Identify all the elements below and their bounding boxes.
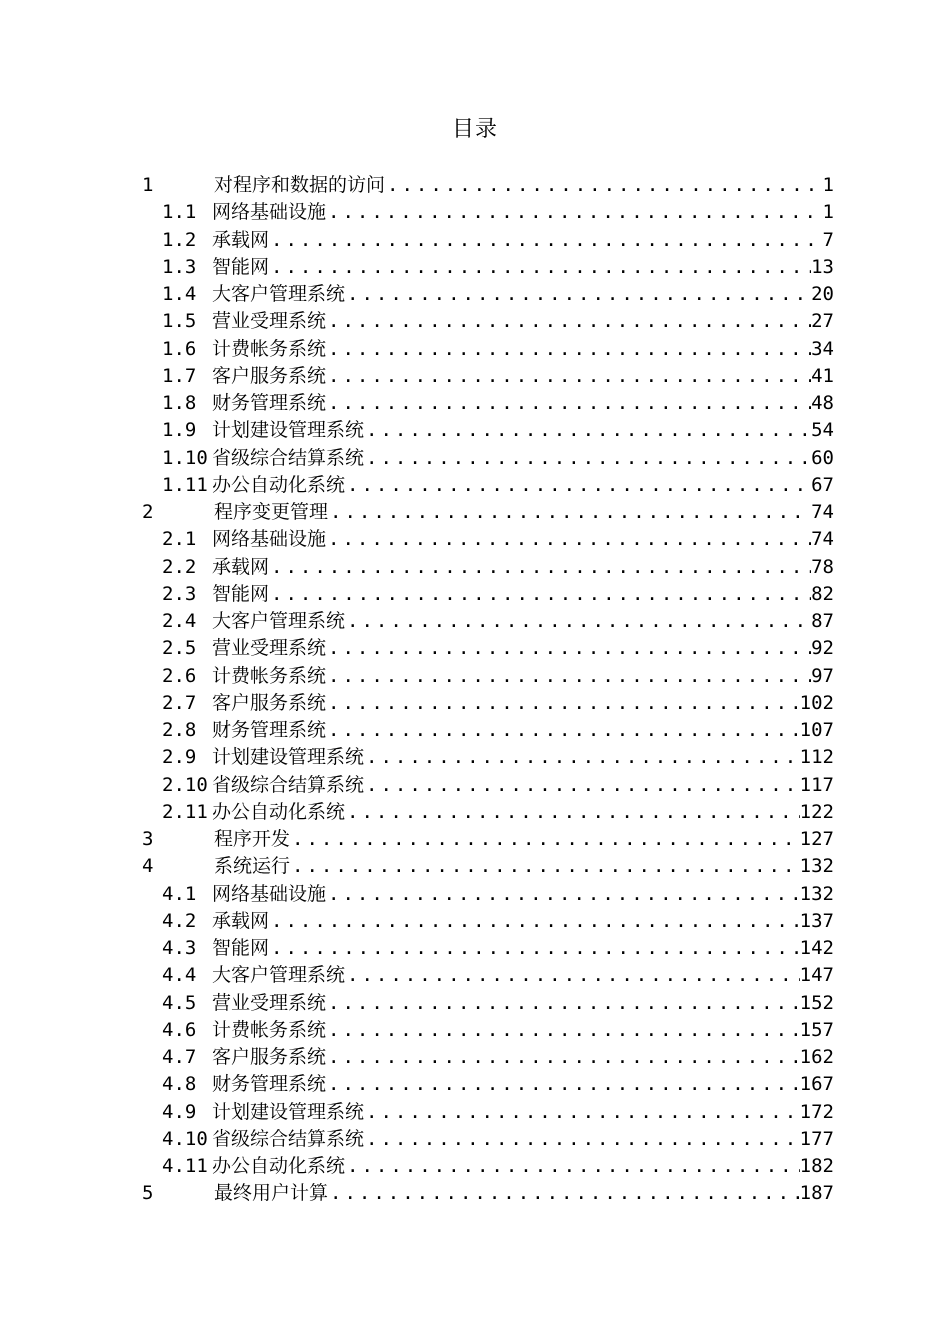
toc-entry-title: 办公自动化系统: [212, 1155, 346, 1177]
toc-dot-leader: [269, 908, 800, 935]
toc-entry-page: 132: [799, 855, 834, 878]
toc-entry[interactable]: [140, 554, 834, 581]
toc-entry-page: 92: [811, 637, 834, 660]
toc-entry[interactable]: [140, 1099, 834, 1126]
toc-entry-page: 127: [799, 828, 834, 850]
toc-entry-number: 1.4: [162, 283, 197, 305]
toc-entry[interactable]: [140, 227, 834, 254]
toc-dot-leader: [326, 635, 811, 662]
toc-entry-title: 计费帐务系统: [212, 1018, 327, 1041]
toc-dot-leader: [345, 799, 800, 826]
toc-entry[interactable]: [140, 744, 834, 771]
toc-entry-page: 177: [799, 1127, 834, 1150]
toc-dot-leader: [326, 1044, 800, 1071]
toc-entry-page: 182: [799, 1155, 834, 1177]
toc-entry[interactable]: [140, 990, 834, 1017]
toc-dot-leader: [345, 608, 811, 635]
toc-entry-title: 网络基础设施: [212, 528, 327, 551]
toc-entry[interactable]: [140, 1180, 834, 1207]
toc-entry-page: 152: [799, 991, 834, 1014]
toc-entry[interactable]: [140, 1071, 834, 1098]
toc-entry-number: 2.3: [162, 582, 197, 605]
toc-entry-title: 网络基础设施: [212, 201, 327, 224]
toc-entry-number: 2.5: [162, 637, 197, 660]
toc-entry-page: 132: [799, 882, 834, 905]
toc-dot-leader: [326, 336, 811, 363]
toc-entry-title: 智能网: [212, 937, 270, 959]
toc-entry[interactable]: [140, 445, 834, 472]
toc-entry-title: 大客户管理系统: [212, 610, 346, 632]
toc-entry-title: 财务管理系统: [212, 392, 327, 414]
toc-entry-title: 大客户管理系统: [212, 964, 346, 987]
toc-entry-page: 122: [799, 800, 834, 823]
toc-entry[interactable]: [140, 908, 834, 935]
toc-entry-number: 2.4: [162, 610, 197, 632]
toc-entry-page: 147: [799, 964, 834, 987]
toc-entry-title: 计划建设管理系统: [212, 419, 365, 442]
toc-dot-leader: [326, 881, 800, 908]
toc-entry-number: 4.11: [162, 1155, 208, 1177]
toc-entry[interactable]: [140, 1126, 834, 1153]
toc-entry[interactable]: [140, 935, 834, 962]
toc-dot-leader: [269, 227, 823, 254]
toc-entry-number: 1.7: [162, 364, 197, 387]
toc-entry-page: 20: [811, 283, 834, 305]
toc-entry-title: 计费帐务系统: [212, 664, 327, 687]
toc-dot-leader: [290, 826, 800, 853]
toc-entry[interactable]: [140, 663, 834, 690]
toc-entry-title: 办公自动化系统: [212, 473, 346, 496]
toc-dot-leader: [364, 445, 811, 472]
toc-entry-title: 省级综合结算系统: [212, 1127, 365, 1150]
toc-entry[interactable]: [140, 1017, 834, 1044]
toc-entry[interactable]: [140, 881, 834, 908]
toc-dot-leader: [269, 581, 811, 608]
toc-entry-page: 1: [822, 174, 834, 196]
toc-entry[interactable]: [140, 417, 834, 444]
toc-entry-number: 4.9: [162, 1100, 197, 1123]
toc-entry[interactable]: [140, 1044, 834, 1071]
toc-entry[interactable]: [140, 526, 834, 553]
toc-entry-number: 1.2: [162, 228, 197, 251]
toc-dot-leader: [364, 1126, 800, 1153]
toc-entry-number: 4.6: [162, 1018, 197, 1041]
toc-entry-number: 4.2: [162, 909, 197, 932]
toc-dot-leader: [345, 472, 811, 499]
toc-title: 目录: [451, 117, 498, 142]
toc-entry-number: 5: [142, 1182, 154, 1205]
toc-entry-number: 2.7: [162, 691, 197, 714]
toc-dot-leader: [269, 935, 800, 962]
toc-entry-number: 2.2: [162, 555, 197, 578]
toc-entry-number: 2.6: [162, 664, 197, 687]
toc-dot-leader: [345, 1153, 800, 1180]
toc-entry-title: 大客户管理系统: [212, 283, 346, 305]
toc-entry-title: 程序变更管理: [214, 501, 329, 523]
toc-entry-page: 142: [799, 937, 834, 959]
toc-entry[interactable]: [140, 499, 834, 526]
toc-entry-title: 财务管理系统: [212, 1073, 327, 1096]
toc-entry-title: 营业受理系统: [212, 991, 327, 1014]
toc-entry-number: 1.9: [162, 419, 197, 442]
toc-entry[interactable]: [140, 336, 834, 363]
toc-entry-number: 2: [142, 501, 154, 523]
toc-dot-leader: [364, 772, 800, 799]
toc-entry-title: 客户服务系统: [212, 691, 327, 714]
toc-entry-number: 4.8: [162, 1073, 197, 1096]
toc-dot-leader: [269, 254, 811, 281]
toc-dot-leader: [326, 663, 811, 690]
toc-dot-leader: [364, 1099, 800, 1126]
toc-entry-page: 137: [799, 909, 834, 932]
toc-entry-page: 7: [822, 228, 834, 251]
toc-dot-leader: [326, 363, 811, 390]
toc-entry-page: 97: [811, 664, 834, 687]
toc-entry-title: 办公自动化系统: [212, 800, 346, 823]
toc-entry-title: 计划建设管理系统: [212, 746, 365, 769]
toc-entry-number: 4.7: [162, 1046, 197, 1068]
toc-entry-number: 4.4: [162, 964, 197, 987]
toc-dot-leader: [328, 1180, 800, 1207]
toc-entry-page: 102: [799, 691, 834, 714]
toc-entry-title: 营业受理系统: [212, 637, 327, 660]
toc-entry[interactable]: [140, 254, 834, 281]
toc-entry[interactable]: [140, 199, 834, 226]
toc-entry-number: 1.3: [162, 255, 197, 278]
toc-entry-page: 67: [811, 473, 834, 496]
toc-entry-number: 1.8: [162, 392, 197, 414]
toc-entry-page: 87: [811, 610, 834, 632]
toc-entry-number: 1.10: [162, 446, 208, 469]
toc-entry[interactable]: [140, 962, 834, 989]
toc-entry-title: 对程序和数据的访问: [214, 174, 386, 196]
toc-entry[interactable]: [140, 581, 834, 608]
toc-entry-number: 2.9: [162, 746, 197, 769]
toc-entry-number: 1: [142, 174, 154, 196]
toc-entry-page: 107: [799, 719, 834, 741]
toc-entry-number: 2.11: [162, 800, 208, 823]
toc-dot-leader: [326, 690, 800, 717]
toc-dot-leader: [326, 1071, 800, 1098]
toc-entry-number: 1.6: [162, 337, 197, 360]
toc-entry-title: 客户服务系统: [212, 364, 327, 387]
toc-entry-page: 157: [799, 1018, 834, 1041]
toc-entry-page: 187: [799, 1182, 834, 1205]
toc-entry-number: 1.11: [162, 473, 208, 496]
toc-entry-page: 54: [811, 419, 834, 442]
toc-dot-leader: [326, 1017, 800, 1044]
toc-entry-page: 167: [799, 1073, 834, 1096]
toc-entry-page: 27: [811, 310, 834, 333]
toc-entry-title: 财务管理系统: [212, 719, 327, 741]
toc-entry[interactable]: [140, 799, 834, 826]
toc-entry-title: 程序开发: [214, 828, 291, 850]
toc-entry-title: 省级综合结算系统: [212, 773, 365, 796]
toc-entry-title: 省级综合结算系统: [212, 446, 365, 469]
toc-entry-title: 营业受理系统: [212, 310, 327, 333]
toc-entry-title: 最终用户计算: [214, 1182, 329, 1205]
toc-entry[interactable]: [140, 826, 834, 853]
toc-dot-leader: [326, 199, 823, 226]
toc-entry-page: 48: [811, 392, 834, 414]
toc-entry-title: 智能网: [212, 255, 270, 278]
toc-dot-leader: [364, 417, 811, 444]
toc-dot-leader: [345, 962, 800, 989]
toc-entry-title: 计费帐务系统: [212, 337, 327, 360]
toc-entry-page: 34: [811, 337, 834, 360]
toc-entry-page: 172: [799, 1100, 834, 1123]
toc-entry-title: 网络基础设施: [212, 882, 327, 905]
toc-dot-leader: [290, 853, 800, 880]
toc-dot-leader: [326, 308, 811, 335]
toc-dot-leader: [326, 526, 811, 553]
toc-dot-leader: [326, 717, 800, 744]
toc-entry[interactable]: [140, 1153, 834, 1180]
toc-entry[interactable]: [140, 635, 834, 662]
toc-entry-title: 承载网: [212, 555, 270, 578]
toc-list: [140, 172, 834, 1208]
toc-entry-page: 74: [811, 501, 834, 523]
toc-entry-page: 41: [811, 364, 834, 387]
toc-entry-title: 承载网: [212, 909, 270, 932]
toc-entry-number: 1.1: [162, 201, 197, 224]
toc-entry-page: 13: [811, 255, 834, 278]
toc-entry[interactable]: [140, 172, 834, 199]
toc-entry[interactable]: [140, 608, 834, 635]
toc-dot-leader: [385, 172, 823, 199]
toc-entry-title: 客户服务系统: [212, 1046, 327, 1068]
toc-entry-page: 117: [799, 773, 834, 796]
toc-entry[interactable]: [140, 390, 834, 417]
toc-dot-leader: [345, 281, 811, 308]
toc-entry-number: 2.10: [162, 773, 208, 796]
toc-entry[interactable]: [140, 472, 834, 499]
toc-entry-number: 3: [142, 828, 154, 850]
toc-entry-number: 4.1: [162, 882, 197, 905]
toc-entry-number: 4: [142, 855, 154, 878]
toc-entry-page: 74: [811, 528, 834, 551]
toc-entry-page: 60: [811, 446, 834, 469]
toc-entry[interactable]: [140, 853, 834, 880]
toc-entry-number: 4.5: [162, 991, 197, 1014]
toc-entry[interactable]: [140, 690, 834, 717]
toc-entry-number: 2.1: [162, 528, 197, 551]
toc-entry-title: 系统运行: [214, 855, 291, 878]
toc-entry[interactable]: [140, 717, 834, 744]
toc-entry-title: 计划建设管理系统: [212, 1100, 365, 1123]
toc-entry-page: 78: [811, 555, 834, 578]
toc-entry-page: 162: [799, 1046, 834, 1068]
toc-entry-number: 4.3: [162, 937, 197, 959]
toc-dot-leader: [364, 744, 800, 771]
toc-entry-title: 智能网: [212, 582, 270, 605]
toc-entry-page: 1: [822, 201, 834, 224]
toc-entry-number: 4.10: [162, 1127, 208, 1150]
toc-entry[interactable]: [140, 363, 834, 390]
toc-entry-page: 112: [799, 746, 834, 769]
toc-entry-page: 82: [811, 582, 834, 605]
toc-dot-leader: [326, 990, 800, 1017]
toc-entry[interactable]: [140, 308, 834, 335]
toc-dot-leader: [328, 499, 811, 526]
toc-entry[interactable]: [140, 281, 834, 308]
toc-entry-number: 2.8: [162, 719, 197, 741]
toc-entry-title: 承载网: [212, 228, 270, 251]
toc-dot-leader: [326, 390, 811, 417]
toc-entry[interactable]: [140, 772, 834, 799]
toc-entry-number: 1.5: [162, 310, 197, 333]
toc-dot-leader: [269, 554, 811, 581]
